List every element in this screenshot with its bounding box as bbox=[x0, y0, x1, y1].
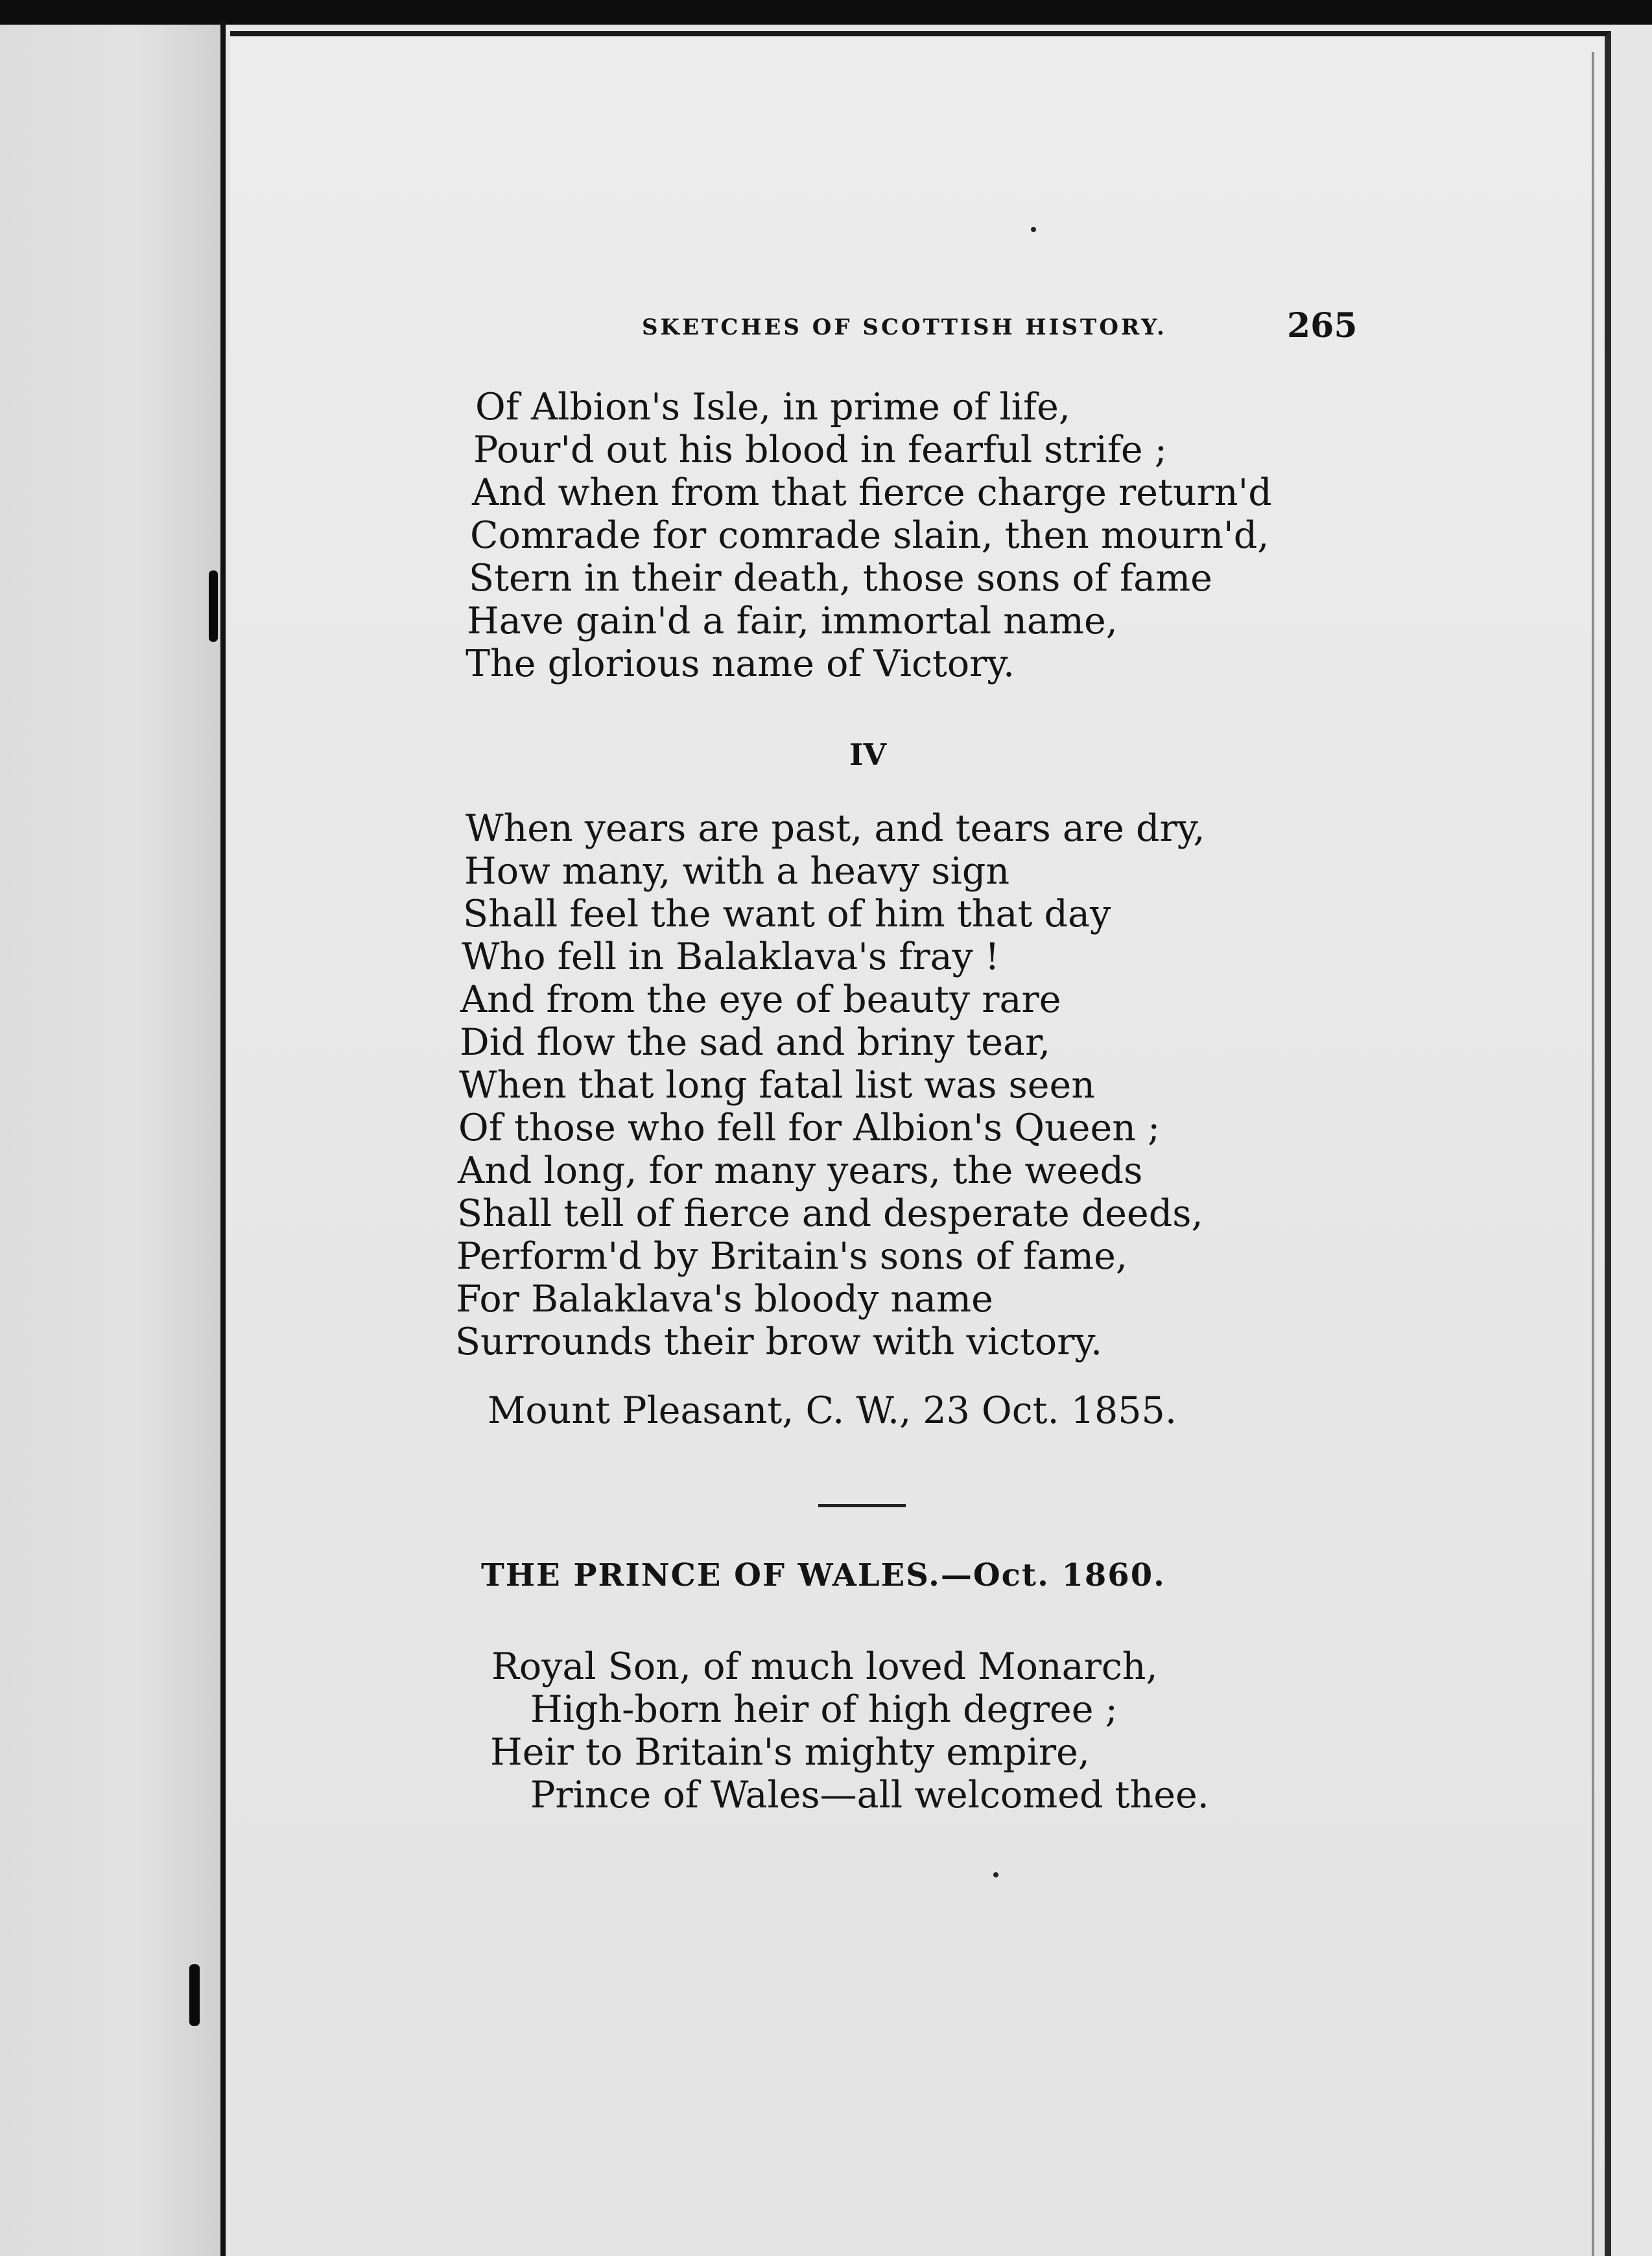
poem-line: Stern in their death, those sons of fame bbox=[469, 557, 1212, 600]
poem-line: Comrade for comrade slain, then mourn'd, bbox=[470, 514, 1269, 557]
poem-line: Royal Son, of much loved Monarch, bbox=[491, 1645, 1158, 1688]
binding-mark bbox=[189, 1964, 200, 2026]
poem-line: Prince of Wales—all welcomed thee. bbox=[530, 1774, 1209, 1816]
section-number: IV bbox=[849, 737, 887, 772]
poem-line: Of Albion's Isle, in prime of life, bbox=[475, 386, 1070, 429]
scan-top-border bbox=[0, 0, 1652, 25]
poem-line: Heir to Britain's mighty empire, bbox=[490, 1731, 1090, 1774]
poem-line: For Balaklava's bloody name bbox=[456, 1278, 993, 1321]
section-rule bbox=[818, 1504, 906, 1507]
poem-line: Who fell in Balaklava's fray ! bbox=[462, 935, 1000, 978]
book-spine bbox=[220, 19, 226, 2256]
poem-line: And when from that fierce charge return'd bbox=[472, 471, 1272, 514]
binding-mark bbox=[209, 570, 218, 642]
poem-title: THE PRINCE OF WALES.—Oct. 1860. bbox=[481, 1557, 1166, 1593]
poem-line: High-born heir of high degree ; bbox=[530, 1688, 1118, 1731]
poem-line: Pour'd out his blood in fearful strife ; bbox=[473, 429, 1167, 471]
poem-line: Have gain'd a fair, immortal name, bbox=[467, 600, 1118, 642]
speck bbox=[993, 1872, 998, 1877]
left-page-edge bbox=[0, 25, 224, 2256]
page-edge bbox=[1592, 52, 1594, 2256]
poem-line: Perform'd by Britain's sons of fame, bbox=[456, 1235, 1127, 1278]
poem-line: Shall feel the want of him that day bbox=[463, 893, 1111, 935]
poem-line: When years are past, and tears are dry, bbox=[466, 807, 1205, 850]
poem-line: How many, with a heavy sign bbox=[464, 850, 1010, 893]
poem-line: Of those who fell for Albion's Queen ; bbox=[458, 1107, 1161, 1149]
dateline: Mount Pleasant, C. W., 23 Oct. 1855. bbox=[488, 1389, 1177, 1432]
poem-line: When that long fatal list was seen bbox=[459, 1064, 1095, 1107]
page-number: 265 bbox=[1287, 306, 1358, 346]
poem-line: And long, for many years, the weeds bbox=[458, 1149, 1143, 1192]
poem-line: Did flow the sad and briny tear, bbox=[460, 1021, 1051, 1064]
poem-line: And from the eye of beauty rare bbox=[460, 978, 1061, 1021]
poem-line: The glorious name of Victory. bbox=[466, 642, 1015, 685]
poem-line: Surrounds their brow with victory. bbox=[455, 1321, 1103, 1363]
poem-line: Shall tell of fierce and desperate deeds, bbox=[457, 1192, 1203, 1235]
speck bbox=[1031, 227, 1036, 232]
running-head: SKETCHES OF SCOTTISH HISTORY. bbox=[642, 314, 1167, 340]
